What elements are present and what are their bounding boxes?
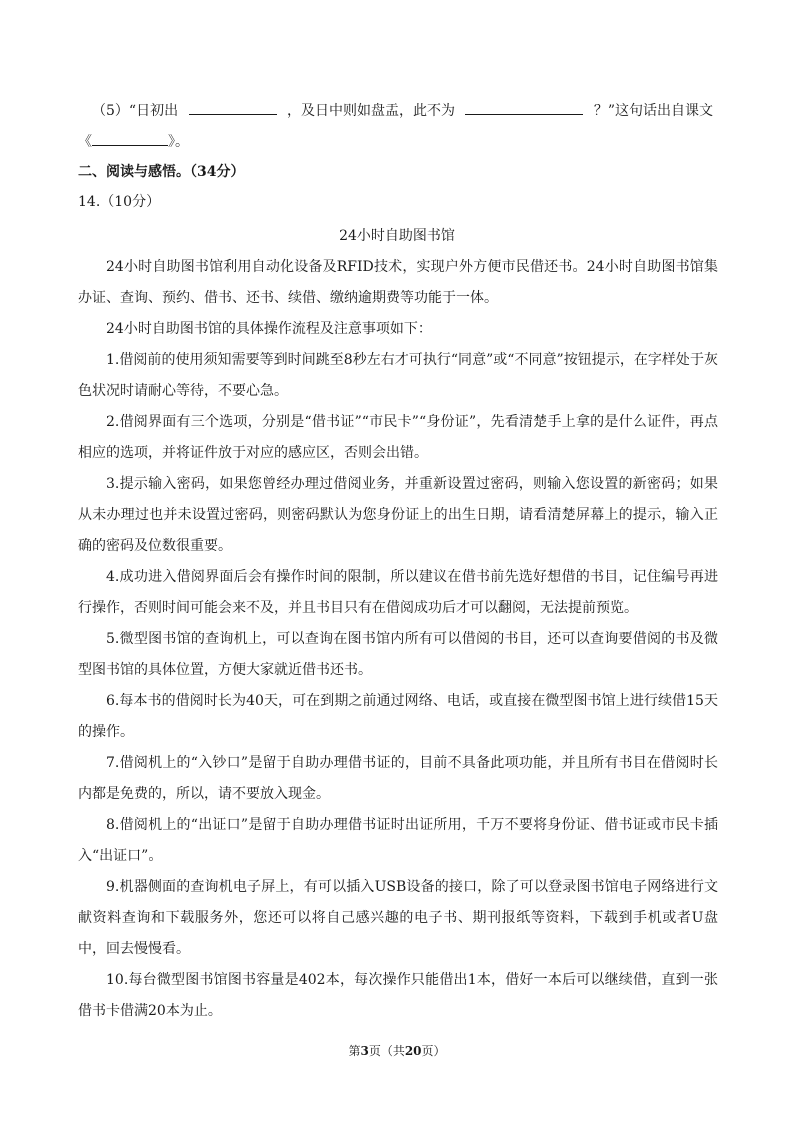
article-paragraph: 5.微型图书馆的查询机上，可以查询在图书馆内所有可以借阅的书目，还可以查询要借阅的书及微型图书馆的具体位置，方便大家就近借书还书。 [78,631,718,678]
article-paragraph: 24小时自助图书馆的具体操作流程及注意事项如下： [106,321,432,337]
page-footer [0,1042,794,1059]
article-paragraph: 9.机器侧面的查询机电子屏上，有可以插入USB设备的接口，除了可以登录图书馆电子网络进行文献资料查询和下载服务外，您还可以将自己感兴趣的电子书、期刊报纸等资料，下载到手机或者U盘中，回去慢慢看。 [78,879,718,957]
footer-page-number: 3 [360,1044,369,1058]
q5-blank-1[interactable] [189,100,277,115]
article-paragraph: 7.借阅机上的“入钞口”是留于自助办理借书证的，目前不具备此项功能，并且所有书目在借阅时长内都是免费的，所以，请不要放入现金。 [78,755,718,802]
article-paragraph: 1.借阅前的使用须知需要等到时间跳至8秒左右才可执行“同意”或“不同意”按钮提示，在字样处于灰色状况时请耐心等待，不要心急。 [78,352,718,399]
q5-text-1: （5）“日初出 [92,103,179,119]
q5-blank-2[interactable] [465,100,583,115]
footer-suffix: 页） [421,1044,446,1058]
footer-prefix: 第 [348,1044,361,1058]
article-paragraph: 3.提示输入密码，如果您曾经办理过借阅业务，并重新设置过密码，则输入您设置的新密码；如果从未办理过也并未设置过密码，则密码默认为您身份证上的出生日期，请看清楚屏幕上的提示，输入正确的密码及位数很重要。 [78,476,718,554]
section-heading: 二、阅读与感悟。（34分） [78,164,245,180]
question-number: 14.（10分） [78,194,161,210]
article-paragraph: 24小时自助图书馆利用自动化设备及RFID技术，实现户外方便市民借还书。24小时自助图书馆集办证、查询、预约、借书、还书、续借、缴纳逾期费等功能于一体。 [78,259,718,306]
footer-mid: 页（共 [368,1044,405,1058]
article-body [78,252,718,1027]
article-paragraph: 6.每本书的借阅时长为40天，可在到期之前通过网络、电话，或直接在微型图书馆上进行续借15天的操作。 [78,693,718,740]
article-paragraph: 4.成功进入借阅界面后会有操作时间的限制，所以建议在借书前先选好想借的书目，记住编号再进行操作，否则时间可能会来不及，并且书目只有在借阅成功后才可以翻阅，无法提前预览。 [78,569,718,616]
article-paragraph: 8.借阅机上的“出证口”是留于自助办理借书证时出证所用，千万不要将身份证、借书证或市民卡插入“出证口”。 [78,817,718,864]
article-paragraph: 10.每台微型图书馆图书容量是402本，每次操作只能借出1本，借好一本后可以继续借，直到一张借书卡借满20本为止。 [78,972,718,1019]
q5-text-4: 《 [78,134,92,150]
question-5-line-1 [92,100,713,121]
q5-text-3: ？”这句话出自课文 [593,103,714,119]
question-5-line-2 [78,131,189,152]
q5-text-2: ，及日中则如盘盂，此不为 [286,103,455,119]
footer-total-pages: 20 [404,1044,422,1058]
article-paragraph: 2.借阅界面有三个选项，分别是“借书证”“市民卡”“身份证”，先看清楚手上拿的是什么证件，再点相应的选项，并将证件放于对应的感应区，否则会出错。 [78,414,718,461]
article-title: 24小时自助图书馆 [339,228,455,244]
q5-blank-3[interactable] [92,131,168,146]
q5-text-5: 》。 [168,134,189,150]
